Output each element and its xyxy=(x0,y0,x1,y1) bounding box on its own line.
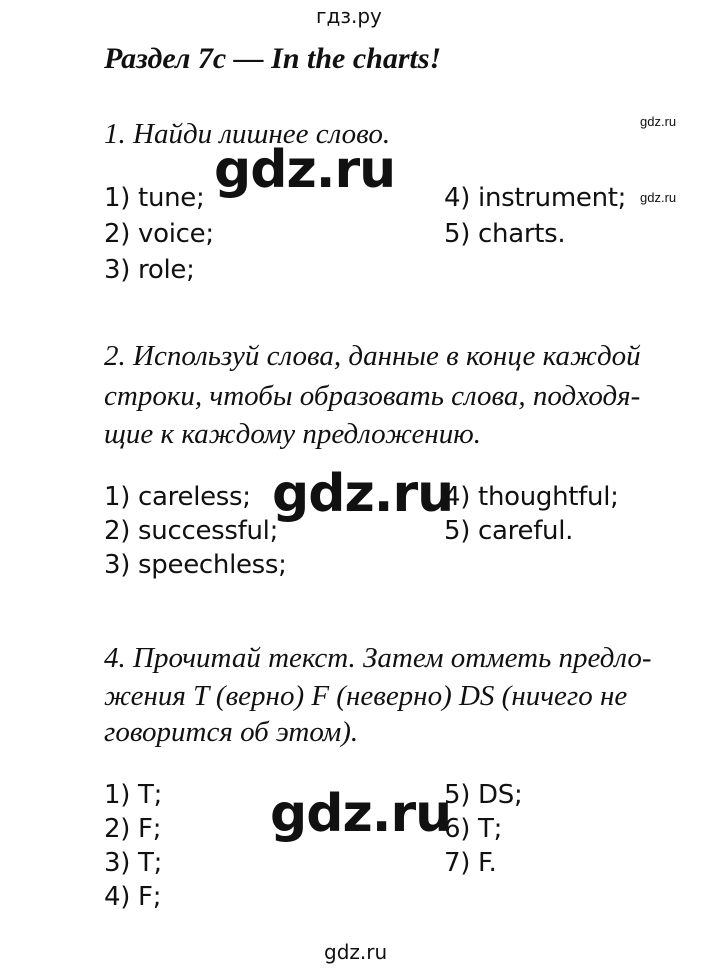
exercise-2-item-3: 3) speechless; xyxy=(104,550,287,580)
exercise-4-item-6: 6) T; xyxy=(444,814,503,844)
exercise-4-heading-line-1: 4. Прочитай текст. Затем отметь предло- xyxy=(104,642,652,674)
exercise-2-heading-line-1: 2. Используй слова, данные в конце каждой xyxy=(104,340,641,372)
site-header-watermark: гдз.ру xyxy=(316,4,382,28)
exercise-4-item-3: 3) T; xyxy=(104,848,163,878)
exercise-2-heading-line-2: строки, чтобы образовать слова, подходя- xyxy=(104,380,641,412)
exercise-2-item-5: 5) careful. xyxy=(444,516,574,546)
exercise-4-item-1: 1) T; xyxy=(104,780,163,810)
exercise-4-heading-line-3: говорится об этом). xyxy=(104,716,359,748)
watermark-big-1: gdz.ru xyxy=(214,140,396,200)
exercise-2-heading-line-3: щие к каждому предложению. xyxy=(104,418,481,450)
exercise-4-item-2: 2) F; xyxy=(104,814,162,844)
footer-watermark: gdz.ru xyxy=(324,940,388,964)
watermark-big-2: gdz.ru xyxy=(272,464,454,524)
exercise-1-item-5: 5) charts. xyxy=(444,219,566,249)
exercise-4-heading-line-2: жения T (верно) F (неверно) DS (ничего не xyxy=(104,680,628,712)
exercise-1-heading: 1. Найди лишнее слово. xyxy=(104,118,391,150)
exercise-2-item-2: 2) successful; xyxy=(104,516,279,546)
watermark-small-1: gdz.ru xyxy=(640,114,677,129)
exercise-1-item-4: 4) instrument; xyxy=(444,183,627,213)
watermark-small-2: gdz.ru xyxy=(640,190,677,205)
exercise-4-item-7: 7) F. xyxy=(444,848,497,878)
section-title: Раздел 7с — In the charts! xyxy=(104,42,442,75)
watermark-big-3: gdz.ru xyxy=(270,784,452,844)
exercise-4-item-5: 5) DS; xyxy=(444,780,523,810)
exercise-2-item-4: 4) thoughtful; xyxy=(444,482,619,512)
exercise-1-item-2: 2) voice; xyxy=(104,219,214,249)
exercise-1-item-1: 1) tune; xyxy=(104,183,205,213)
exercise-1-item-3: 3) role; xyxy=(104,255,195,285)
exercise-2-item-1: 1) careless; xyxy=(104,482,251,512)
exercise-4-item-4: 4) F; xyxy=(104,882,162,912)
